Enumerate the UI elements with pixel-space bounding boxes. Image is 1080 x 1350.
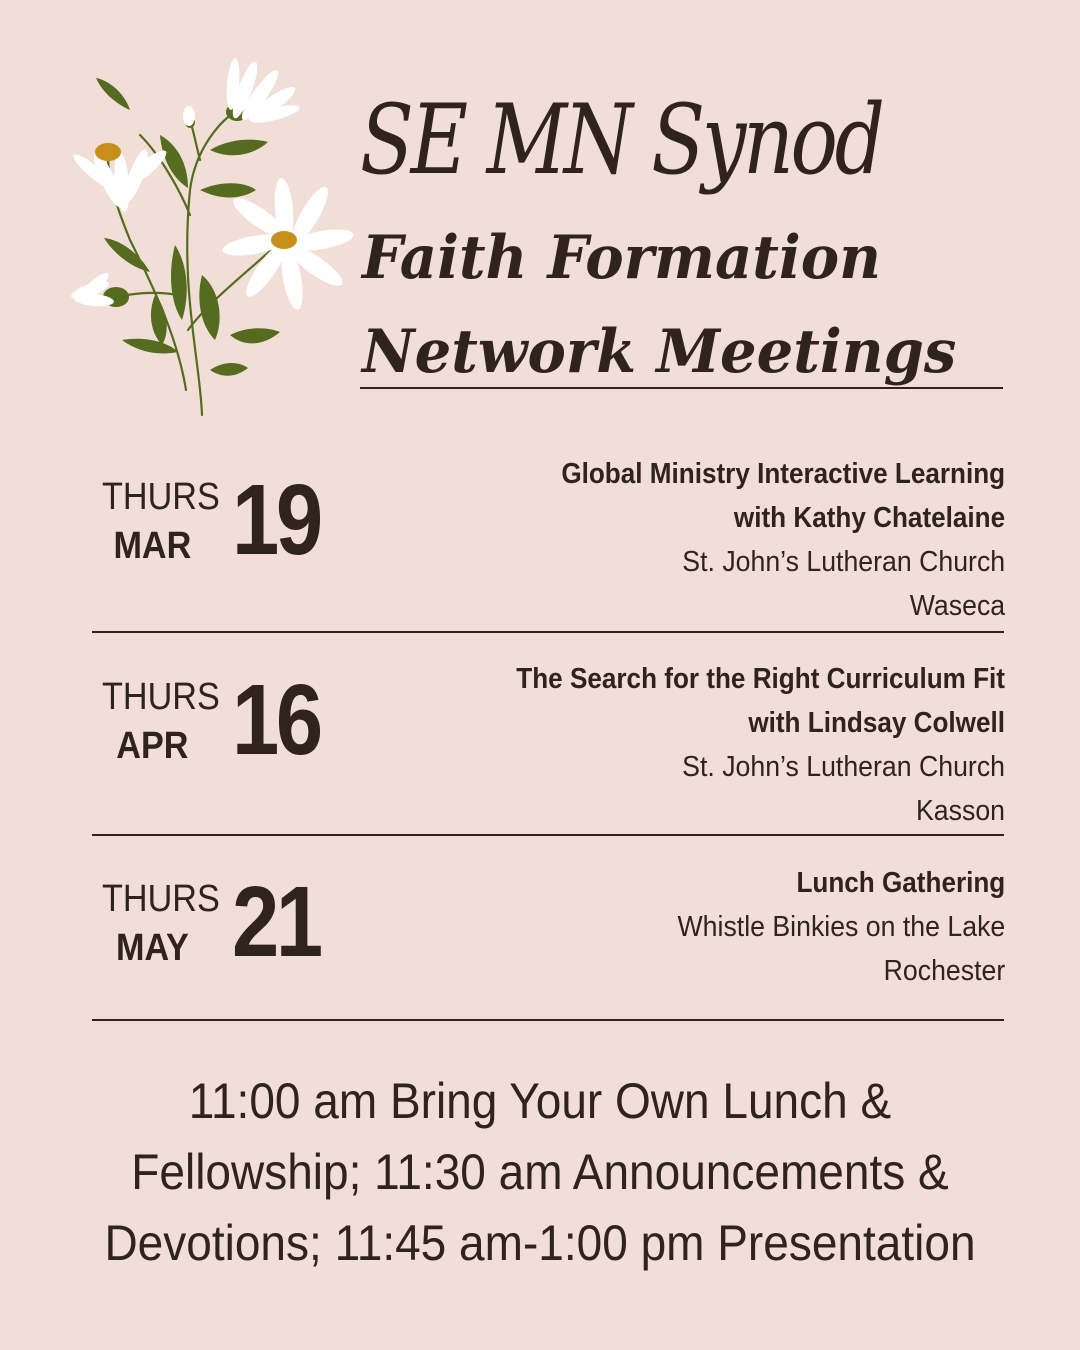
title-underline: [360, 387, 1003, 389]
event-city: Rochester: [883, 955, 1005, 987]
event-day: THURS: [102, 476, 220, 518]
event-details: [512, 452, 1005, 628]
event-day: THURS: [102, 676, 220, 718]
event-venue: St. John’s Lutheran Church: [682, 546, 1005, 578]
schedule-line: 11:00 am Bring Your Own Lunch &: [188, 1073, 892, 1129]
schedule-line: Fellowship; 11:30 am Announcements &: [131, 1144, 949, 1200]
event-city: Kasson: [916, 795, 1005, 827]
event-item: [92, 866, 1005, 1012]
divider: [92, 1019, 1004, 1021]
event-title: Lunch Gathering: [796, 867, 1005, 899]
event-item: [92, 663, 1005, 830]
daisy-bouquet-illustration: [60, 40, 360, 420]
event-day: THURS: [102, 878, 220, 920]
divider: [92, 631, 1004, 633]
event-title: The Search for the Right Curriculum Fit: [516, 663, 1005, 695]
event-month: MAR: [113, 525, 192, 567]
event-venue: St. John’s Lutheran Church: [682, 751, 1005, 783]
event-month: MAY: [115, 927, 189, 969]
event-presenter: with Kathy Chatelaine: [733, 502, 1005, 534]
event-item: [92, 458, 1005, 630]
schedule-line: Devotions; 11:45 am-1:00 pm Presentation: [104, 1215, 976, 1271]
schedule-text: [40, 1066, 1040, 1279]
divider: [92, 834, 1004, 836]
event-details: [649, 861, 1005, 993]
event-presenter: with Lindsay Colwell: [748, 707, 1005, 739]
event-date: 19: [232, 464, 320, 576]
title-faith-formation: Faith Formation: [362, 223, 882, 293]
title-network-meetings: Network Meetings: [362, 317, 957, 387]
event-title: Global Ministry Interactive Learning: [561, 458, 1005, 490]
event-city: Waseca: [909, 590, 1005, 622]
title-synod: SE MN Synod: [360, 84, 882, 196]
event-month: APR: [116, 725, 189, 767]
event-venue: Whistle Binkies on the Lake: [677, 911, 1005, 943]
event-details: [462, 657, 1005, 833]
event-date: 21: [232, 866, 320, 978]
event-date: 16: [232, 664, 320, 776]
